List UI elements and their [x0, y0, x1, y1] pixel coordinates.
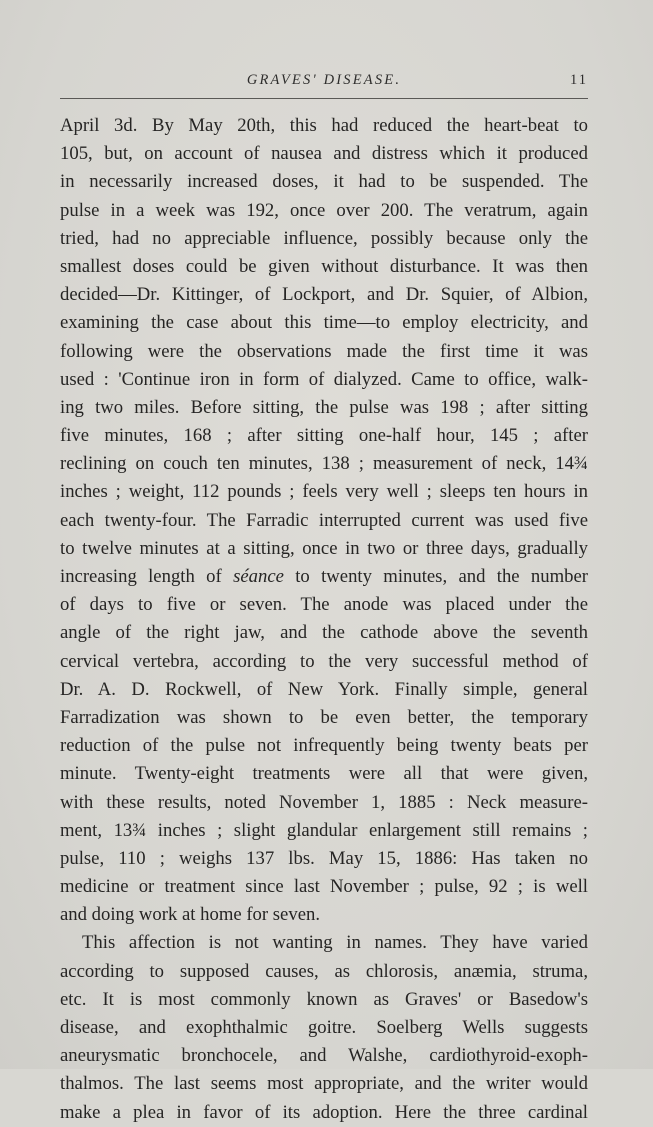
text-line: reclining on couch ten minutes, 138 ; measurement of neck, 14¾ — [60, 453, 588, 475]
text-line: 105, but, on account of nausea and distress which it produced — [60, 143, 588, 165]
paragraph-1 — [60, 112, 588, 929]
text-line: of days to five or seven. The anode was placed under the — [60, 594, 588, 616]
text-line: with these results, noted November 1, 1885 : Neck measure- — [60, 791, 588, 813]
italic-word: séance — [233, 566, 284, 587]
text-line: decided—Dr. Kittinger, of Lockport, and Dr. Squier, of Albion, — [60, 284, 588, 306]
text-line: make a plea in favor of its adoption. Here the three cardinal — [60, 1101, 588, 1123]
text-line: tried, had no appreciable influence, possibly because only the — [60, 227, 588, 249]
text-line: Farradization was shown to be even better, the temporary — [60, 706, 588, 728]
text-line: thalmos. The last seems most appropriate, and the writer would — [60, 1073, 588, 1095]
text-line: cervical vertebra, according to the very successful method of — [60, 650, 588, 672]
text-line: used : 'Continue iron in form of dialyzed. Came to office, walk- — [60, 368, 588, 390]
text-line: each twenty-four. The Farradic interrupted current was used five — [60, 509, 588, 531]
text-line: ing two miles. Before sitting, the pulse was 198 ; after sitting — [60, 396, 588, 418]
text-line: in necessarily increased doses, it had to be suspended. The — [60, 171, 588, 193]
text-line: reduction of the pulse not infrequently being twenty beats per — [60, 735, 588, 757]
text-line: ment, 13¾ inches ; slight glandular enlargement still remains ; — [60, 819, 588, 841]
running-head — [60, 72, 588, 96]
running-title: GRAVES' DISEASE. — [246, 72, 402, 88]
text-line: pulse, 110 ; weighs 137 lbs. May 15, 1886: Has taken no — [60, 847, 588, 869]
text-line: to twelve minutes at a sitting, once in two or three days, gradually — [60, 537, 588, 559]
page-number: 11 — [570, 72, 588, 88]
text-line: smallest doses could be given without disturbance. It was then — [60, 255, 588, 277]
text-line: This affection is not wanting in names. They have varied — [82, 932, 588, 954]
text-line: April 3d. By May 20th, this had reduced the heart-beat to — [60, 115, 588, 136]
text-line-part: increasing length of séance to twenty minutes, and the number — [60, 566, 589, 587]
paragraph-2 — [60, 929, 588, 1126]
body-text — [60, 112, 588, 1127]
text-line: minute. Twenty-eight treatments were all that were given, — [60, 763, 588, 785]
text-line: following were the observations made the first time it was — [60, 340, 588, 362]
text-line: pulse in a week was 192, once over 200. The veratrum, again — [60, 199, 588, 221]
text-line: examining the case about this time—to employ electricity, and — [60, 312, 588, 334]
text-line: etc. It is most commonly known as Graves' or Basedow's — [60, 988, 588, 1010]
text-line: disease, and exophthalmic goitre. Soelberg Wells suggests — [60, 1017, 588, 1038]
text-line: Dr. A. D. Rockwell, of New York. Finally simple, general — [60, 678, 588, 700]
header-rule — [60, 98, 588, 99]
text-line: inches ; weight, 112 pounds ; feels very well ; sleeps ten hours in — [60, 481, 588, 503]
text-line-with-italic — [60, 563, 588, 591]
text-line: angle of the right jaw, and the cathode above the seventh — [60, 622, 588, 644]
text-line: medicine or treatment since last November ; pulse, 92 ; is well — [60, 876, 588, 898]
text-line: five minutes, 168 ; after sitting one-half hour, 145 ; after — [60, 425, 588, 447]
text-line: aneurysmatic bronchocele, and Walshe, cardiothyroid-exoph- — [60, 1045, 588, 1067]
text-line: according to supposed causes, as chlorosis, anæmia, struma, — [60, 960, 588, 982]
text-line: and doing work at home for seven. — [60, 904, 321, 926]
